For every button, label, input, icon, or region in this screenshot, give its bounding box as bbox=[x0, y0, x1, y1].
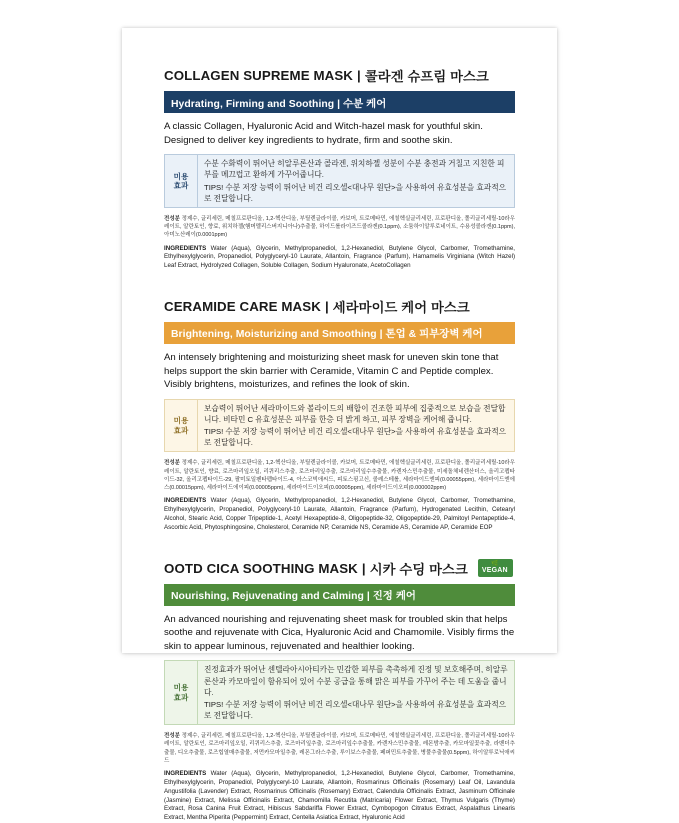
product-insert-sheet bbox=[122, 28, 557, 822]
korean-ingredients-text: 정제수, 글리세린, 메칠프로판디올, 1,2-헥산디올, 부틸렌글라이콜, 카보머, 트로메타민, 에칠헥실글리세린, 프로판디올, 폴리글리세릴-10라우레이트, 알란토인, 로즈마리잎오일, 리퀴리스추출, 로즈마리잎추출, 로즈마리잎수추출물, 카렌자스민추출물, 레몬밤추출, 카모마일꽃추출, 라벤더추출물, 디오추출물, 로즈힙열매추출물, 저먼카모마일추출, 레몬그라스추출, 루이보스추출물, 페퍼민트추출물, 병풀추출물(0.5ppm), 하이알루로닉애씨드 bbox=[164, 733, 515, 764]
product-title-ko: 시카 수딩 마스크 bbox=[369, 561, 468, 577]
beauty-effect-label-line2: 효과 bbox=[173, 425, 189, 435]
product-ootd-cica-soothing-mask bbox=[164, 559, 515, 823]
beauty-effect-label bbox=[165, 155, 198, 207]
beauty-effect-label-line1: 미용 bbox=[173, 683, 189, 693]
beauty-effect-tip: TIPS! 수분 저장 능력이 뛰어난 비건 리오셀<대나무 원단>을 사용하여 유효성분을 효과적으로 전달합니다. bbox=[204, 699, 507, 721]
section-divider bbox=[164, 547, 515, 559]
product-title-ko: 세라마이드 케어 마스크 bbox=[332, 299, 470, 315]
english-ingredients-label: INGREDIENTS bbox=[164, 244, 207, 252]
korean-ingredients-text: 정제수, 글리세린, 메칠프로판디올, 1,2-헥산디올, 부틸렌글라이콜, 카보머, 트로메타민, 에칠헥실글리세린, 프로판디올, 폴리글리세릴-10라우레이트, 알란토인, 향료, 로즈마리잎오일, 리퀴리스추출, 로즈마리잎추출, 로즈마리잎수추출물, 카렌자스민추출물, 미세돌체네렌산더스, 올리고펩타이드-32, 올리고펩타이드-29, 팔미토일펜타펩타이드-4, 아스코빅애씨드, 피토스핑고신, 콜레스테롤, 세라마이드엔피(0.00055ppm), 세라마이드엔에스(0.00015ppm), 세라마이드에이피(0.00005ppm), 세라마이드이오피(0.00005ppm), 세라마이드이오피(0.000002ppm) bbox=[164, 460, 515, 492]
beauty-effect-body bbox=[198, 661, 514, 724]
beauty-effect-label-line2: 효과 bbox=[173, 692, 189, 702]
korean-ingredients-label: 전성분 bbox=[164, 733, 180, 740]
beauty-effect-text: 보습력이 뛰어난 세라마이드와 볼라이드의 배합이 건조한 피부에 집중적으로 보습을 전달합니다. 비타민 C 유효성분은 피부를 한층 더 밝게 하고, 피부 장벽을 케어해 줍니다. bbox=[204, 403, 506, 424]
product-title bbox=[164, 297, 515, 316]
vegan-badge bbox=[478, 559, 513, 576]
beauty-effect-body bbox=[198, 155, 514, 207]
beauty-effect-label-line1: 미용 bbox=[173, 416, 189, 426]
product-description: A classic Collagen, Hyaluronic Acid and Witch-hazel mask for youthful skin. Designed to deliver key ingredients to hydrate, firm and soothe skin. bbox=[164, 121, 483, 146]
product-description: An advanced nourishing and rejuvenating sheet mask for troubled skin that helps soothe and rejuvenate with Cica, Hyaluronic Acid and Chamomile. Visibly firms the skin to appear luminous, rejuvenated and healthier looking. bbox=[164, 613, 515, 652]
english-ingredients-text: Water (Aqua), Glycerin, Methylpropanediol, 1,2-Hexanediol, Butylene Glycol, Carbomer, Tromethamine, Ethylhexylglycerin, Propanediol, Polyglyceryl-10 Laurate, Allantoin, Fragrance (Parfum), Hamamelis Virginiana (Witch Hazel) Leaf Extract, Hydrolyzed Collagen, Soluble Collagen, Sodium Hyaluronate, AcetoCollagen bbox=[164, 244, 515, 270]
korean-ingredients bbox=[164, 732, 515, 765]
beauty-effect-note bbox=[164, 399, 515, 453]
product-benefit-band: Hydrating, Firming and Soothing | 수분 케어 bbox=[164, 91, 515, 113]
product-benefit-band: Nourishing, Rejuvenating and Calming | 진정 케어 bbox=[164, 584, 515, 606]
product-title-separator: | bbox=[324, 298, 329, 314]
beauty-effect-label-line1: 미용 bbox=[173, 171, 189, 181]
product-title-en: COLLAGEN SUPREME MASK bbox=[164, 68, 354, 83]
korean-ingredients-label: 전성분 bbox=[164, 460, 180, 467]
korean-ingredients bbox=[164, 459, 515, 492]
leaf-icon: 🌿 bbox=[491, 561, 499, 568]
beauty-effect-tip: TIPS! 수분 저장 능력이 뛰어난 비건 리오셀<대나무 원단>을 사용하여 유효성분을 효과적으로 전달합니다. bbox=[204, 182, 507, 203]
beauty-effect-text: 진정효과가 뛰어난 센텔라아시아티카는 민감한 피부를 촉촉하게 진정 및 보호해주며, 히알루론산과 카모마일이 함유되어 있어 수분 공급을 통해 맑은 피부를 가꾸어 주는 데 도움을 줍니다. bbox=[204, 665, 508, 697]
vegan-badge-label: VEGAN bbox=[481, 567, 508, 575]
beauty-effect-note bbox=[164, 154, 515, 208]
english-ingredients bbox=[164, 497, 515, 532]
product-title-ko: 콜라겐 슈프림 마스크 bbox=[364, 69, 489, 84]
beauty-effect-label-line2: 효과 bbox=[173, 181, 189, 191]
beauty-effect-label bbox=[165, 400, 198, 452]
product-ceramide-care-mask bbox=[164, 297, 515, 533]
section-divider bbox=[164, 285, 515, 297]
korean-ingredients-label: 전성분 bbox=[164, 215, 180, 222]
product-benefit-band: Brightening, Moisturizing and Smoothing | 톤업 & 피부장벽 케어 bbox=[164, 322, 515, 344]
english-ingredients-label: INGREDIENTS bbox=[164, 770, 207, 778]
product-title-separator: | bbox=[357, 68, 361, 83]
english-ingredients bbox=[164, 245, 515, 271]
beauty-effect-tip: TIPS! 수분 저장 능력이 뛰어난 비건 리오셀<대나무 원단>을 사용하여 유효성분을 효과적으로 전달합니다. bbox=[204, 427, 507, 448]
beauty-effect-label bbox=[165, 661, 198, 724]
english-ingredients-text: Water (Aqua), Glycerin, Methylpropanediol, 1,2-Hexanediol, Butylene Glycol, Carbomer, Tromethamine, Ethylhexylglycerin, Propanediol, Polyglyceryl-10 Laurate, Allantoin, Rosmarinus Officinalis (Rosemary) Leaf Oil, Lavandula Angustifolia (Lavender) Extract, Rosmarinus Officinalis (Rosemary) Extract, Calendula Officinalis Extract, Jasminum Officinale (Jasmine) Extract, Melissa Officinalis Extract, Chamomilla Recutita (Matricaria) Flower Extract, Thymus Vulgaris (Thyme) Extract, Rosa Canina Fruit Extract, Hibiscus Sabdariffa Flower Extract, Cymbopogon Citratus Extract, Aspalathus Linearis Extract, Mentha Piperita (Peppermint) Extract, Centella Asiatica Extract, Hyaluronic Acid bbox=[164, 770, 515, 822]
english-ingredients-text: Water (Aqua), Glycerin, Methylpropanediol, 1,2-Hexanediol, Butylene Glycol, Carbomer, Tromethamine, Ethylhexylglycerin, Propanediol, Polyglyceryl-10 Laurate, Allantoin, Fragrance (Parfum), Hydrogenated Lecithin, Cetearyl Alcohol, Stearic Acid, Copper Tripeptide-1, Acetyl Hexapeptide-8, Oligopeptide-32, Oligopeptide-29, Palmitoyl Pentapeptide-4, Ascorbic Acid, Phytosphingosine, Cholesterol, Ceramide NP, Ceramide NS, Ceramide AS, Ceramide AP, Ceramide EOP bbox=[164, 497, 515, 531]
product-description: An intensely brightening and moisturizing sheet mask for uneven skin tone that helps support the skin barrier with Ceramide, Vitamin C and Peptide complex. Visibly brightens, moisturizes, and refines the look of skin. bbox=[164, 351, 499, 391]
product-collagen-supreme-mask bbox=[164, 66, 515, 271]
beauty-effect-note bbox=[164, 660, 515, 725]
product-title-separator: | bbox=[361, 560, 366, 576]
korean-ingredients-text: 정제수, 글리세린, 메칠프로판디올, 1,2-헥산디올, 부틸렌글라이콜, 카보머, 트로메타민, 에칠헥실글리세린, 프로판디올, 폴리글리세릴-10라우레이트, 알란토인, 향료, 위치하젤(햄머멜리스버지니아나)추출물, 하이드롤라이즈드콜라겐(0.1ppm), 소듐하이알루로네이트, 수용성콜라겐(0.1ppm), 아미노산레이(0.0001ppm) bbox=[164, 215, 515, 239]
english-ingredients bbox=[164, 770, 515, 823]
product-title-en: OOTD CICA SOOTHING MASK bbox=[164, 560, 358, 576]
product-title bbox=[164, 559, 515, 578]
beauty-effect-body bbox=[198, 400, 514, 452]
product-title bbox=[164, 66, 515, 85]
product-title-en: CERAMIDE CARE MASK bbox=[164, 298, 321, 314]
english-ingredients-label: INGREDIENTS bbox=[164, 497, 207, 505]
korean-ingredients bbox=[164, 215, 515, 240]
beauty-effect-text: 수분 수화력이 뛰어난 히알루론산과 콜라겐, 위치하젤 성분이 수분 충전과 거칠고 지친한 피부를 메끄럽고 환하게 가꾸어줍니다. bbox=[204, 159, 505, 180]
